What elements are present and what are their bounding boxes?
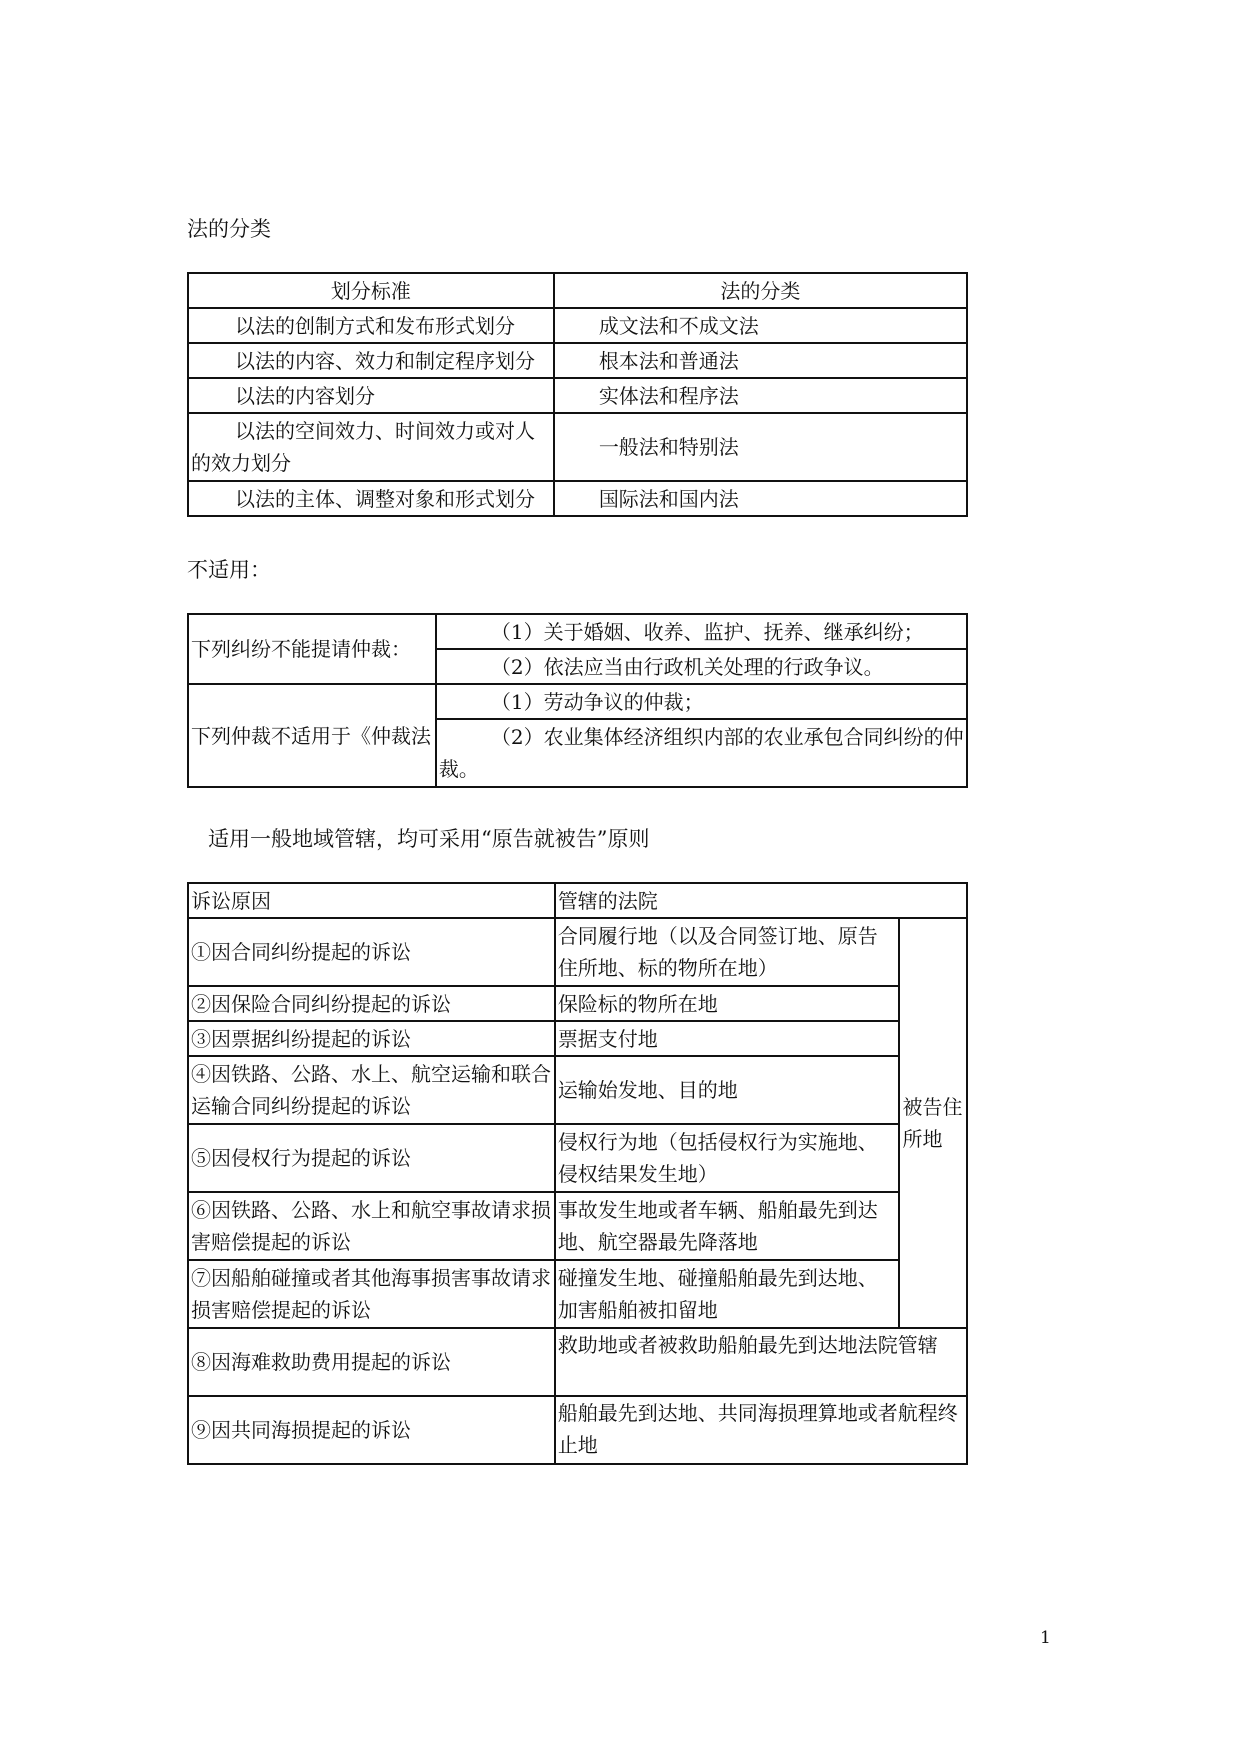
table-row	[188, 1056, 967, 1124]
table-row	[188, 1328, 967, 1396]
classification-cell: 实体法和程序法	[554, 378, 967, 413]
header-classification: 法的分类	[554, 273, 967, 308]
table-row	[188, 481, 967, 516]
criteria-cell: 以法的内容、效力和制定程序划分	[188, 343, 554, 378]
criteria-cell: 以法的创制方式和发布形式划分	[188, 308, 554, 343]
group-label: 下列仲裁不适用于《仲裁法	[188, 684, 436, 787]
table-row	[188, 1124, 967, 1192]
table-header-row	[188, 273, 967, 308]
cause-cell: ⑦因船舶碰撞或者其他海事损害事故请求损害赔偿提起的诉讼	[188, 1260, 555, 1328]
court-cell: 保险标的物所在地	[555, 986, 900, 1021]
cause-cell: ⑥因铁路、公路、水上和航空事故请求损害赔偿提起的诉讼	[188, 1192, 555, 1260]
court-cell: 事故发生地或者车辆、船舶最先到达地、航空器最先降落地	[555, 1192, 900, 1260]
table-row	[188, 1396, 967, 1464]
table-row	[188, 1260, 967, 1328]
merged-defendant-domicile-cell: 被告住所地	[899, 918, 967, 1328]
arbitration-exclusions-table	[187, 613, 968, 788]
table-header-row	[188, 883, 967, 918]
table-row	[188, 308, 967, 343]
law-classification-table	[187, 272, 968, 517]
header-cause: 诉讼原因	[188, 883, 555, 918]
list-item: （1）关于婚姻、收养、监护、抚养、继承纠纷；	[436, 614, 967, 649]
cause-cell: ⑨因共同海损提起的诉讼	[188, 1396, 555, 1464]
cause-cell: ①因合同纠纷提起的诉讼	[188, 918, 555, 986]
table-row	[188, 918, 967, 986]
cause-cell: ④因铁路、公路、水上、航空运输和联合运输合同纠纷提起的诉讼	[188, 1056, 555, 1124]
court-cell: 船舶最先到达地、共同海损理算地或者航程终止地	[555, 1396, 967, 1464]
court-cell: 侵权行为地（包括侵权行为实施地、侵权结果发生地）	[555, 1124, 900, 1192]
table-row	[188, 614, 967, 649]
table-row	[188, 1021, 967, 1056]
court-cell: 合同履行地（以及合同签订地、原告住所地、标的物所在地）	[555, 918, 900, 986]
jurisdiction-table	[187, 882, 968, 1465]
table-row	[188, 413, 967, 481]
section-title-not-applicable: 不适用：	[187, 558, 271, 582]
section-title-jurisdiction: 适用一般地域管辖，均可采用“原告就被告”原则	[208, 827, 650, 851]
court-cell: 碰撞发生地、碰撞船舶最先到达地、加害船舶被扣留地	[555, 1260, 900, 1328]
classification-cell: 根本法和普通法	[554, 343, 967, 378]
page-number: 1	[1040, 1628, 1051, 1648]
list-item: （2）农业集体经济组织内部的农业承包合同纠纷的仲裁。	[436, 719, 967, 787]
header-court: 管辖的法院	[555, 883, 967, 918]
list-item: （1）劳动争议的仲裁；	[436, 684, 967, 719]
group-label: 下列纠纷不能提请仲裁：	[188, 614, 436, 684]
cause-cell: ②因保险合同纠纷提起的诉讼	[188, 986, 555, 1021]
classification-cell: 成文法和不成文法	[554, 308, 967, 343]
court-cell: 救助地或者被救助船舶最先到达地法院管辖	[555, 1328, 967, 1396]
criteria-cell: 以法的内容划分	[188, 378, 554, 413]
section-title-law-classification: 法的分类	[187, 217, 271, 241]
cause-cell: ⑧因海难救助费用提起的诉讼	[188, 1328, 555, 1396]
header-criteria: 划分标准	[188, 273, 554, 308]
table-row	[188, 684, 967, 719]
court-cell: 运输始发地、目的地	[555, 1056, 900, 1124]
table-row	[188, 378, 967, 413]
table-row	[188, 343, 967, 378]
court-cell: 票据支付地	[555, 1021, 900, 1056]
table-row	[188, 1192, 967, 1260]
classification-cell: 国际法和国内法	[554, 481, 967, 516]
criteria-cell: 以法的主体、调整对象和形式划分	[188, 481, 554, 516]
table-row	[188, 986, 967, 1021]
list-item: （2）依法应当由行政机关处理的行政争议。	[436, 649, 967, 684]
classification-cell: 一般法和特别法	[554, 413, 967, 481]
criteria-cell: 以法的空间效力、时间效力或对人的效力划分	[188, 413, 554, 481]
cause-cell: ③因票据纠纷提起的诉讼	[188, 1021, 555, 1056]
cause-cell: ⑤因侵权行为提起的诉讼	[188, 1124, 555, 1192]
